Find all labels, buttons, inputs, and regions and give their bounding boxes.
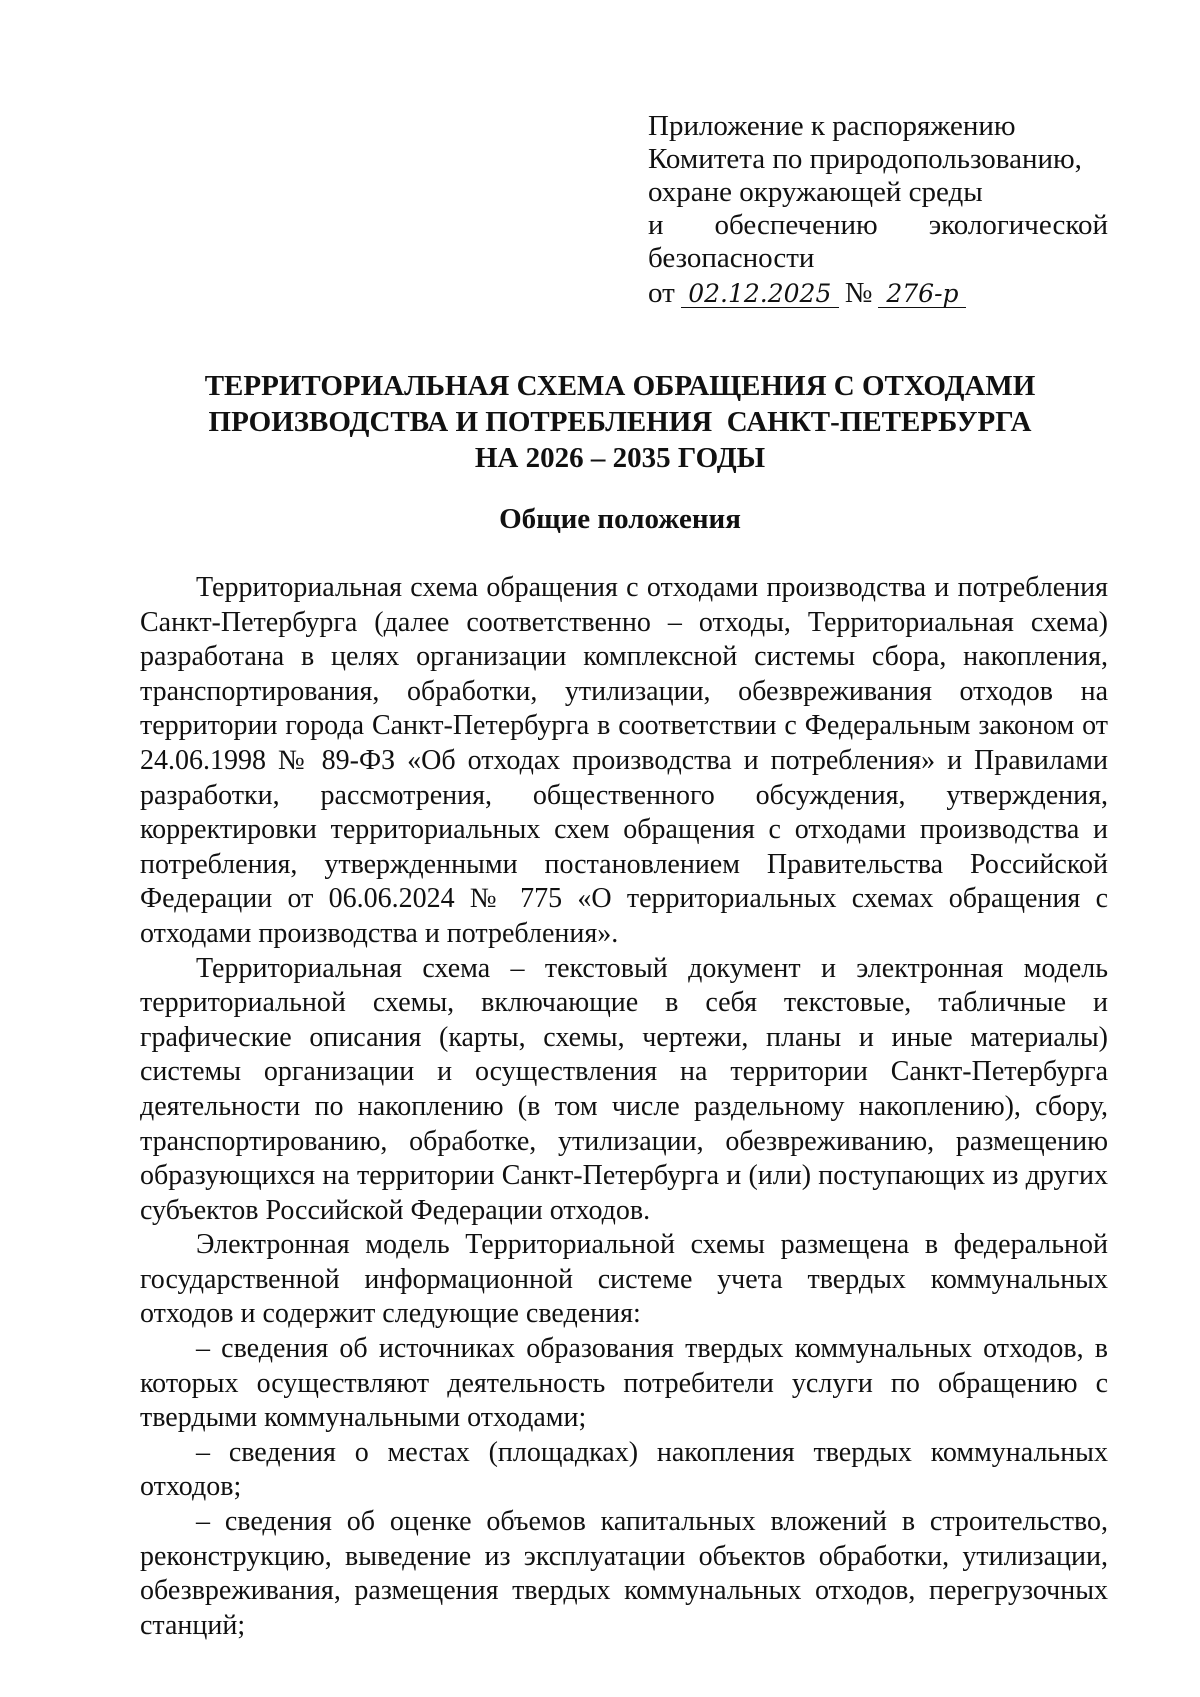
appendix-line-4-word-1: и [648, 209, 664, 241]
title-line-2: ПРОИЗВОДСТВА И ПОТРЕБЛЕНИЯ САНКТ-ПЕТЕРБУРГА [208, 406, 1032, 438]
date-prefix: от [648, 277, 675, 309]
appendix-line-5: безопасности [648, 242, 815, 274]
list-item: – сведения об источниках образования твердых коммунальных отходов, в которых осуществляют деятельность потребители услуги по обращению с твердыми коммунальными отходами; [140, 1333, 1108, 1434]
number-sign: № [844, 277, 873, 309]
list-item: – сведения об оценке объемов капитальных вложений в строительство, реконструкцию, выведение из эксплуатации объектов обработки, утилизации, обезвреживания, размещения твердых коммунальных отходов, перегрузочных станций; [140, 1506, 1108, 1641]
appendix-line-4-word-3: экологической [928, 209, 1108, 241]
appendix-date-line [648, 277, 1108, 310]
list-item: – сведения о местах (площадках) накопления твердых коммунальных отходов; [140, 1436, 1108, 1503]
appendix-line-3: охране окружающей среды [648, 176, 983, 208]
appendix-line-4 [648, 209, 1108, 242]
paragraph: Территориальная схема – текстовый документ и электронная модель территориальной схемы, включающие в себя текстовые, табличные и графические описания (карты, схемы, чертежи, планы и иные материалы) системы организации и осуществления на территории Санкт-Петербурга деятельности по накоплению (в том числе раздельному накоплению), сбору, транспортированию, обработке, утилизации, обезвреживанию, размещению образующихся на территории Санкт-Петербурга и (или) поступающих из других субъектов Российской Федерации отходов. [140, 952, 1108, 1226]
title-line-1: ТЕРРИТОРИАЛЬНАЯ СХЕМА ОБРАЩЕНИЯ С ОТХОДАМИ [204, 370, 1036, 402]
appendix-line-1: Приложение к распоряжению [648, 110, 1016, 142]
section-heading: Общие положения [499, 503, 741, 535]
handwritten-number: 276-р [878, 281, 966, 308]
document-body [140, 571, 1108, 1643]
appendix-line-2: Комитета по природопользованию, [648, 143, 1082, 175]
appendix-header [648, 110, 1108, 310]
paragraph: Электронная модель Территориальной схемы размещена в федеральной государственной информационной системе учета твердых коммунальных отходов и содержит следующие сведения: [140, 1229, 1108, 1330]
title-line-3: НА 2026 – 2035 ГОДЫ [474, 442, 766, 474]
appendix-line-4-word-2: обеспечению [714, 209, 878, 241]
paragraph: Территориальная схема обращения с отходами производства и потребления Санкт-Петербурга (далее соответственно – отходы, Территориальная схема) разработана в целях организации комплексной системы сбора, накопления, транспортирования, обработки, утилизации, обезвреживания отходов на территории города Санкт-Петербурга в соответствии с Федеральным законом от 24.06.1998 № 89-ФЗ «Об отходах производства и потребления» и Правилами разработки, рассмотрения, общественного обсуждения, утверждения, корректировки территориальных схем обращения с отходами производства и потребления, утвержденными постановлением Правительства Российской Федерации от 06.06.2024 № 775 «О территориальных схемах обращения с отходами производства и потребления». [140, 572, 1108, 949]
document-title [60, 368, 1180, 476]
handwritten-date: 02.12.2025 [681, 281, 839, 308]
